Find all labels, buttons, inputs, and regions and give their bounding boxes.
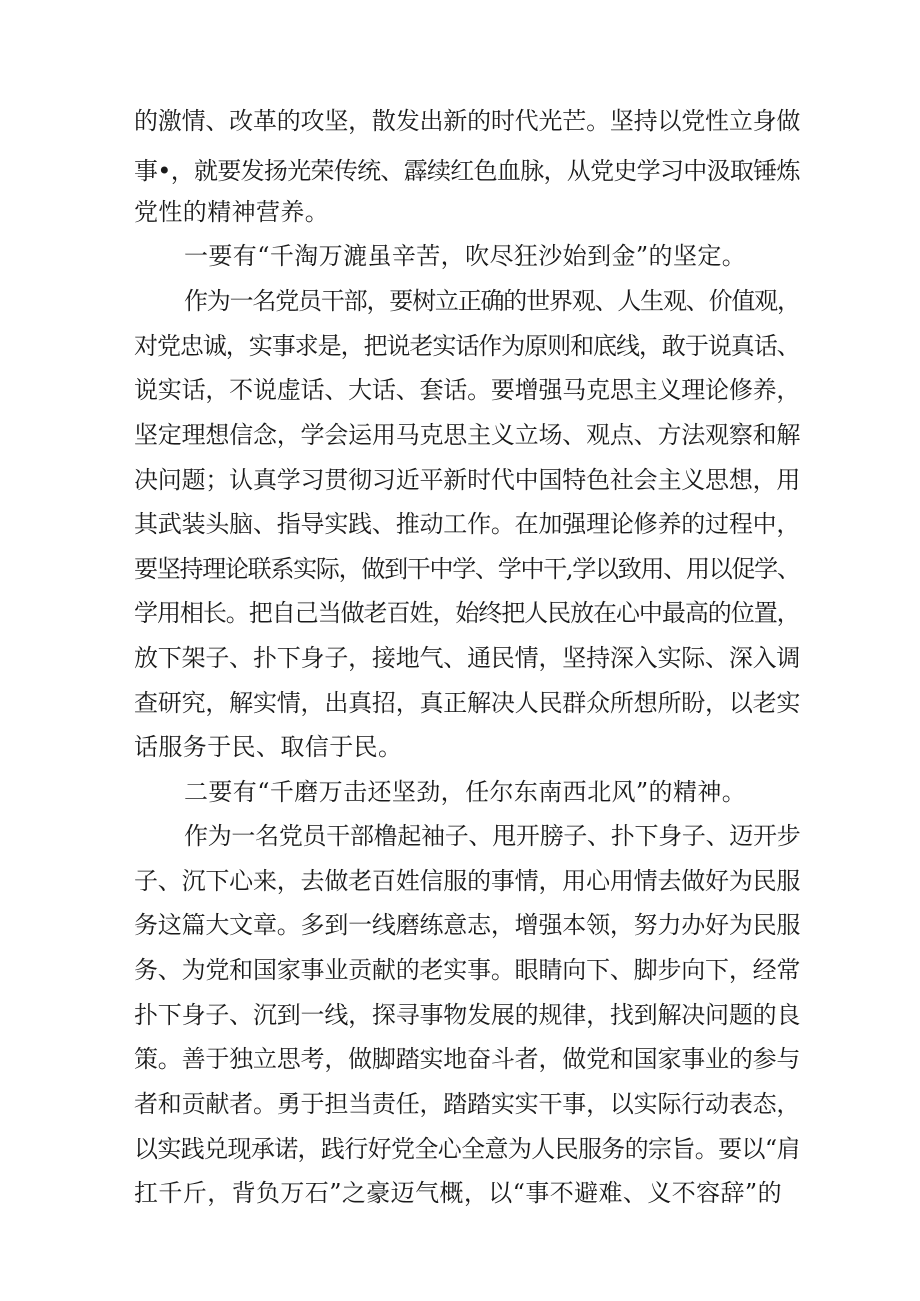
text-line: 扑下身子、沉到一线，探寻事物发展的规律，找到解决问题的良 [134,1001,801,1029]
text-line: 查研究，解实情，出真招，真正解决人民群众所想所盼，以老实 [134,689,801,717]
text-line: 扛千斤，背负万石”之豪迈气概，以“事不避难、义不容辞”的 [134,1179,783,1207]
text-line: 决问题；认真学习贯彻习近平新时代中国特色社会主义思想，用 [134,466,801,494]
section-heading: 一要有“千淘万漉虽辛苦，吹尽狂沙始到金”的坚定。 [184,242,747,270]
text-line: 子、沉下心来，去做老百姓信服的事情，用心用情去做好为民服 [134,867,801,895]
section-heading: 二要有“千磨万击还坚劲，任尔东南西北风”的精神。 [184,778,747,806]
text-line: 作为一名党员干部，要树立正确的世界观、人生观、价值观， [184,287,800,315]
text-line: 的激情、改革的攻坚，散发出新的时代光芒。坚持以党性立身做 [134,107,801,135]
text-line: 其武装头脑、指导实践、推动工作。在加强理论修养的过程中， [134,510,801,538]
text-line: 务这篇大文章。多到一线磨练意志，增强本领，努力办好为民服 [134,911,801,939]
text-line: 党性的精神营养。 [134,198,330,226]
text-line: 要坚持理论联系实际，做到干中学、学中干,学以致用、用以促学、 [134,555,800,583]
text-line: 放下架子、扑下身子，接地气、通民情，坚持深入实际、深入调 [134,644,801,672]
text-line: 策。善于独立思考，做脚踏实地奋斗者，做党和国家事业的参与 [134,1045,801,1073]
text-line: 者和贡献者。勇于担当责任，踏踏实实干事，以实际行动表态， [134,1090,801,1118]
text-line: 坚定理想信念，学会运用马克思主义立场、观点、方法观察和解 [134,421,801,449]
text-line: 以实践兑现承诺，践行好党全心全意为人民服务的宗旨。要以“肩 [134,1135,800,1163]
text-line: 话服务于民、取信于民。 [134,733,403,761]
text-line: 说实话，不说虚话、大话、套话。要增强马克思主义理论修养， [134,376,801,404]
text-line: 事•，就要发扬光荣传统、霹续红色血脉，从党史学习中汲取锤炼 [134,157,800,185]
text-line: 务、为党和国家事业贡献的老实事。眼睛向下、脚步向下，经常 [134,956,801,984]
text-line: 对党忠诚，实事求是，把说老实话作为原则和底线，敢于说真话、 [134,332,800,360]
text-line: 作为一名党员干部橹起袖子、甩开膀子、扑下身子、迈开步 [184,822,801,850]
text-line: 学用相长。把自己当做老百姓，始终把人民放在心中最高的位置， [134,599,800,627]
